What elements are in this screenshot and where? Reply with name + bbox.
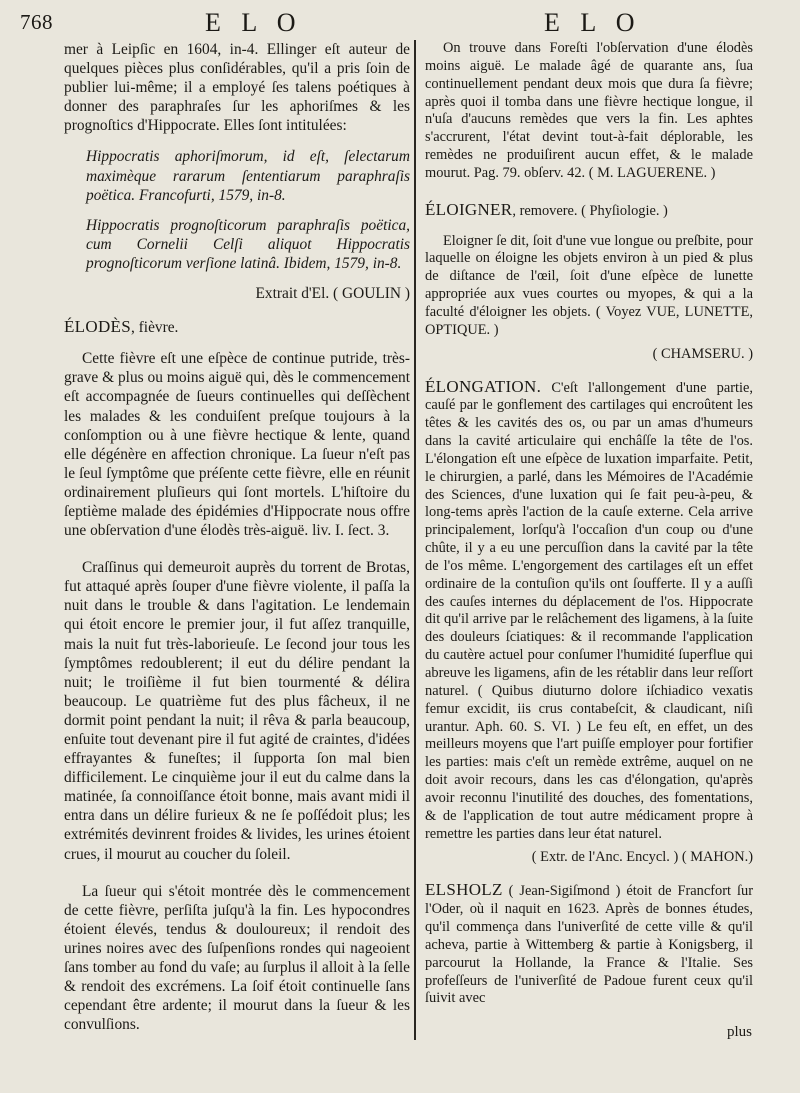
aphorisms-title: Hippocratis aphoriſmorum, id eſt, ſelectarum maximèque rararum ſententiarum paraphraſis poëtica. Francofurti, 1579, in-8. (86, 148, 410, 204)
foresti-observation: On trouve dans Foreſti l'obſervation d'une élodès moins aiguë. Le malade âgé de quarante ans, ſua continuellement pendant deux mois que dura ſa fièvre; après quoi il tomba dans une fièvre hectique longue, il n'uſa d'aucuns remèdes que vers la fin. Les aphtes s'accrurent, l'état devint tout-à-fait déplorable, les remèdes ne produiſirent aucun effet, & le malade mourut. Pag. 79. obſerv. 42. ( M. LAGUERENE. ) (425, 40, 753, 181)
right-column (425, 40, 753, 1008)
headword-elodes: ÉLODÈS (64, 317, 131, 337)
headword-eloigner-gloss: , removere. ( Phyſiologie. ) (512, 202, 668, 219)
ellinger-paragraph: mer à Leipſic en 1604, in-4. Ellinger eſt auteur de quelques pièces plus conſidérables, qu'il a pris ſoin de publier lui-même; il a employé ſes talens poétiques à donner des paraphraſes ſur les aphoriſmes & les prognoſtics d'Hippocrate. Elles ſont intitulées: (64, 41, 410, 135)
elongation-definition: C'eſt l'allongement d'une partie, cauſé par le gonflement des cartilages qui encroûtent les têtes & les cavités des os, ou par un amas d'humeurs dans la cavité articulaire qui enchâſſe la tête de l'os. L'élongation eſt une eſpèce de luxation imparfaite. Petit, le chirurgien, a parlé, dans les Mémoires de l'Académie des Sciences, d'une luxation qui ſe fait peu-à-peu, & long-tems après l'action de la cauſe externe. Cela arrive principalement, lorſqu'à l'occaſion d'un coup ou d'une chûte, il y a eu une percuſſion dans la cavité par la tête de l'os même. L'engorgement des cartilages eſt un effet ordinaire de la contuſion qu'ils ont ſoufferte. Il y a auſſi des cauſes internes du déplacement de l'os. Hippocrate dit qu'il arrive par le relâchement des ligamens, à la ſuite des douleurs ſciatiques: & il recommande l'application du cautère actuel pour conſumer l'humidité ſuperflue qui abreuve les ligamens, afin de les rétablir dans leur reſſort naturel. ( Quibus diuturno dolore iſchiadico vexatis femur excidit, iis crus contabeſcit, & claudicant, niſi urantur. Aph. 60. S. VI. ) Le feu eſt, en effet, un des meilleurs moyens que l'art puiſſe employer pour fortifier les parties: mais c'eſt un remède extrême, auquel on ne doit avoir recours, dans les cas d'élongation, qu'après avoir reconnu l'inutilité des douches, des fomentations, & de l'application de tout autre médicament propre à remettre les parties dans leur état naturel. (425, 379, 753, 842)
catchword: plus (726, 1024, 752, 1040)
left-column (64, 40, 410, 1034)
sweat-paragraph: La ſueur qui s'étoit montrée dès le commencement de cette fièvre, perſiſta juſqu'à la fin. Les hypocondres étoient élevés, tendus & douloureux; il rendoit des urines noires avec des ſuſpenſions rondes qui nageoient ſans tomber au fond du vaſe; au ſurplus il alloit à la ſelle & rendoit des excrémens. La ſoif étoit continuelle ſans cependant être ardente; il mourut dans la ſueur & les convulſions. (64, 882, 410, 1034)
headword-elongation: ÉLONGATION. (425, 376, 542, 396)
signature-goulin: Extrait d'El. ( GOULIN ) (255, 285, 410, 303)
headword-elsholz: ELSHOLZ (425, 880, 503, 900)
column-divider (414, 40, 416, 1040)
crassinus-case: Craſſinus qui demeuroit auprès du torrent de Brotas, fut attaqué après ſouper d'une fièvre violente, il paſſa la nuit dans le trouble & dans l'agitation. Le lendemain qui étoit encore le premier jour, il fut aſſez tranquille, mais la nuit fut très-laborieuſe. Le ſecond jour tous les ſymptômes redoublerent; il eut du délire pendant la nuit; le troiſième il fut bien tourmenté & délira beaucoup. Le quatrième fut des plus fâcheux, il ne dormit point pendant la nuit; il rêva & parla beaucoup, enſuite tout devenant pire il fut agité de craintes, d'idées effrayantes & funeſtes; il ſupporta ſon mal bien difficilement. Le cinquième jour il eut du calme dans la matinée, ſa connoiſſance étoit bonne, mais avant midi il entra dans un délire furieux & ne ſe poſſédoit plus; les extrémités devinrent froides & livides, les urines étoient crues, il mourut au coucher du ſoleil. (64, 559, 410, 863)
headword-eloigner: ÉLOIGNER (425, 199, 513, 219)
entry-eloigner-heading (425, 201, 753, 221)
signature-mahon: ( Extr. de l'Anc. Encycl. ) ( MAHON.) (531, 849, 753, 866)
entry-elsholz (425, 881, 753, 1008)
page-header (0, 8, 800, 40)
headword-elodes-gloss: , fièvre. (130, 319, 179, 337)
elsholz-biography: ( Jean-Sigiſmond ) étoit de Francfort ſur l'Oder, où il naquit en 1623. Après de bonnes études, qu'il commença dans l'univerſité de cette ville & qu'il acheva, partie à Wittemberg & partie à Konigsberg, il parcourut la Hollande, la France & l'Italie. Ses profeſſeurs de l'univerſité de Padoue furent ceux qu'il ſuivit avec (425, 883, 753, 1007)
running-head-left: E L O (205, 8, 303, 37)
eloigner-definition: Eloigner ſe dit, ſoit d'une vue longue ou preſbite, pour laquelle on éloigne les objets environ à un pied & plus de diſtance de l'œil, ſoit d'une eſpèce de lunette appropriée aux vues courtes ou myopes, & qui a la faculté d'éloigner les objets. ( Voyez VUE, LUNETTE, OPTIQUE. ) (425, 232, 753, 338)
entry-elodes-heading (64, 317, 410, 337)
running-head-right: E L O (544, 8, 642, 37)
prognostics-title: Hippocratis prognoſticorum paraphraſis poëtica, cum Cornelii Celſi aliquot Hippocratis prognoſticorum verſione latinâ. Ibidem, 1579, in-8. (86, 216, 410, 272)
elodes-definition: Cette fièvre eſt une eſpèce de continue putride, très-grave & plus ou moins aiguë qui, dès le commencement eſt accompagnée de ſueurs continuelles qui deſſèchent les malades & les conduiſent preſque toujours à la conſomption ou à une fièvre hectique & lente, quand elle dégénère en affection chronique. La ſueur n'eſt pas le ſeul ſymptôme que préſente cette fièvre, elle en réunit ordinairement pluſieurs qui ſont mortels. L'hiſtoire du ſeptième malade des épidémies d'Hippocrate nous offre une obſervation d'une élodès très-aiguë. liv. I. ſect. 3. (64, 350, 410, 540)
page-number: 768 (20, 10, 53, 34)
signature-chamseru: ( CHAMSERU. ) (652, 345, 753, 362)
entry-elongation (425, 378, 753, 844)
